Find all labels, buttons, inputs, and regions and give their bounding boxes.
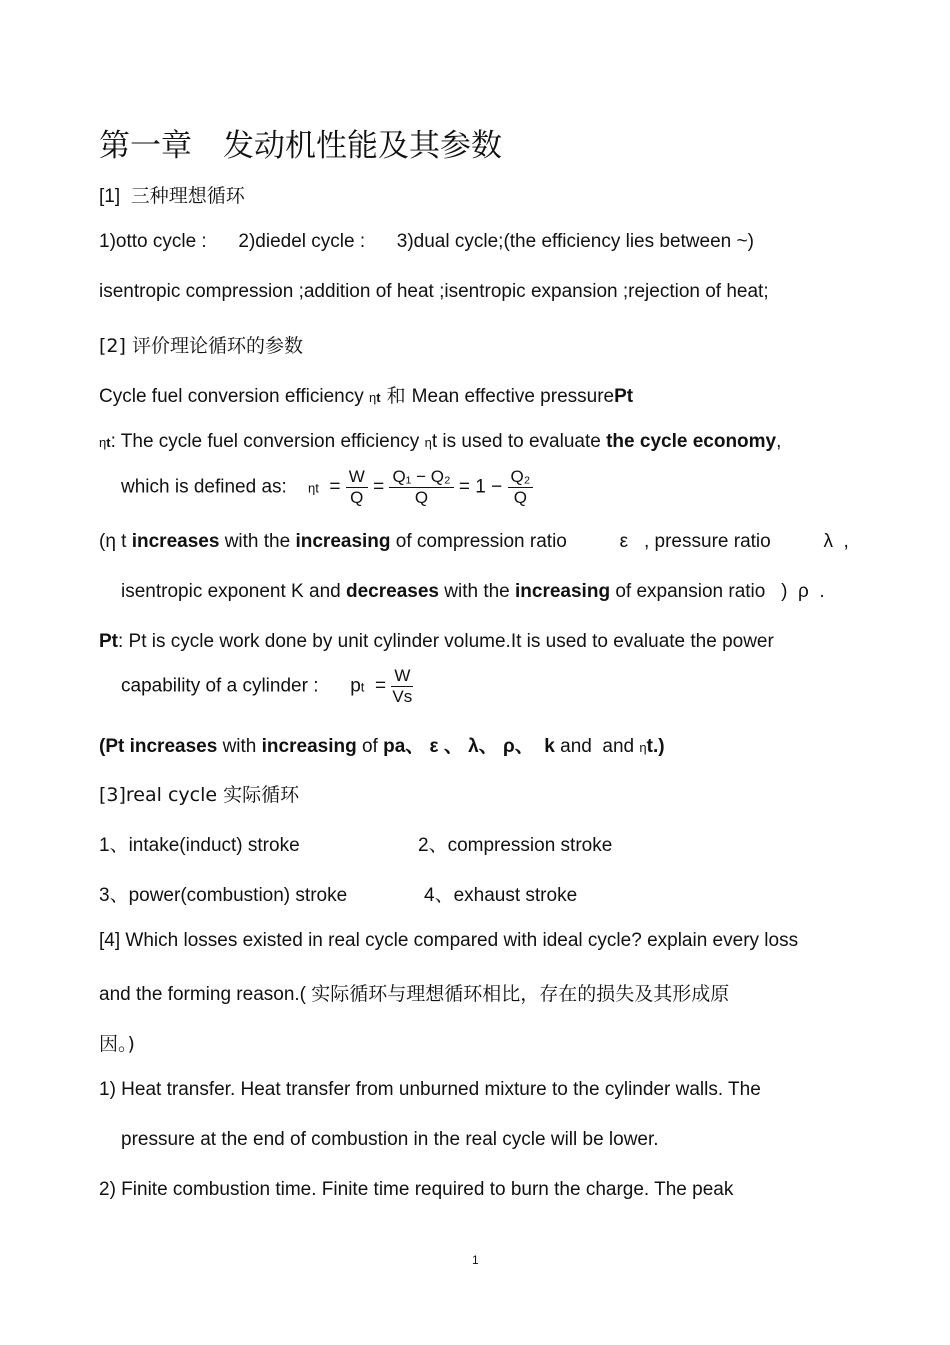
section-1-heading [99, 181, 245, 208]
stroke-4: 4、exhaust stroke [424, 885, 578, 906]
cycle-list: 1)otto cycle : 2)diedel cycle : 3)dual cycle;(the efficiency lies between ~) [99, 231, 754, 252]
efficiency-definition: ηt: The cycle fuel conversion efficiency ηt is used to evaluate the cycle economy, [99, 431, 782, 452]
pt-formula: capability of a cylinder : pt = $\frac{W}{Vs}$ [121, 666, 413, 706]
efficiency-formula: which is defined as: ηt = $\frac{W}{Q}$ = $\frac{\text{Q₁ − Q₂}}{Q}$ = 1 − $\frac{\text{Q₂}}{Q}$ [121, 467, 533, 508]
section-4-question-cont: and the forming reason.( 实际循环与理想循环相比，存在的损失及其形成原 [99, 984, 730, 1005]
pt-definition: Pt: Pt is cycle work done by unit cylinder volume.It is used to evaluate the power [99, 631, 774, 652]
page-number: 1 [472, 1253, 479, 1267]
parameters-line: Cycle fuel conversion efficiency ηt 和 Mean effective pressurePt [99, 385, 634, 407]
loss-2: 2) Finite combustion time. Finite time required to burn the charge. The peak [99, 1179, 734, 1200]
stroke-1: 1、intake(induct) stroke [99, 835, 300, 856]
section-3-heading: [3]real cycle 实际循环 [99, 784, 300, 806]
stroke-3: 3、power(combustion) stroke [99, 885, 348, 906]
loss-1: 1) Heat transfer. Heat transfer from unburned mixture to the cylinder walls. The [99, 1079, 761, 1100]
section-4-question: [4] Which losses existed in real cycle compared with ideal cycle? explain every loss [99, 930, 799, 951]
section-number: [1] [99, 186, 121, 207]
stroke-2: 2、compression stroke [418, 835, 613, 856]
pt-note: (Pt increases with increasing of pa、 ε 、 λ、 ρ、 k and and ηt.) [99, 736, 665, 757]
chapter-title: 第一章 发动机性能及其参数 [99, 128, 502, 164]
cycle-processes: isentropic compression ;addition of heat ;isentropic expansion ;rejection of heat; [99, 281, 769, 302]
loss-1-cont: pressure at the end of combustion in the real cycle will be lower. [121, 1129, 659, 1150]
efficiency-note-cont: isentropic exponent K and decreases with the increasing of expansion ratio ) ρ . [121, 581, 825, 602]
section-2-heading: [2] 评价理论循环的参数 [99, 335, 303, 357]
section-4-question-end: 因。) [99, 1033, 135, 1055]
section-title: 三种理想循环 [130, 185, 245, 207]
efficiency-note: (η t increases with the increasing of compression ratio ε , pressure ratio λ , [99, 531, 849, 552]
